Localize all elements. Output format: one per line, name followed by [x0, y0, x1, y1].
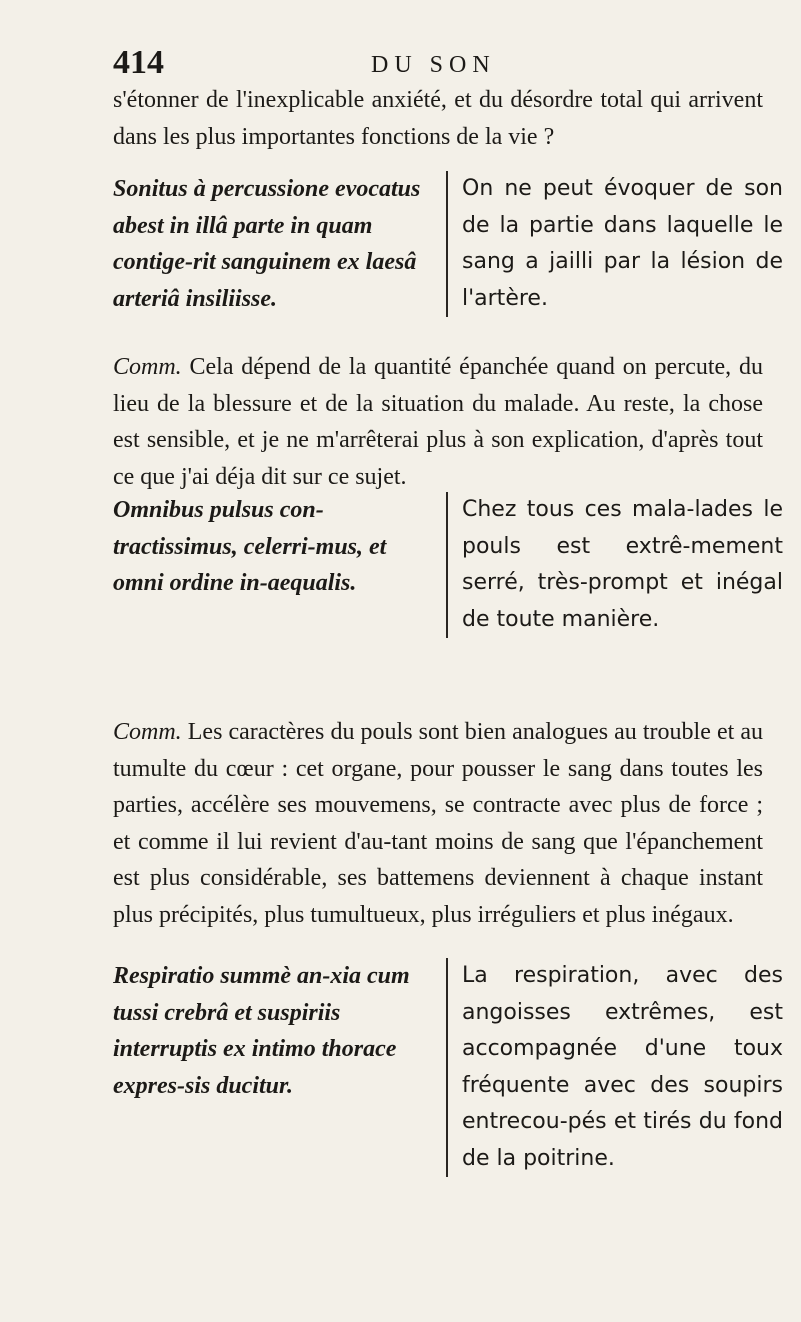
french-translation-3: La respiration, avec des angoisses extrêmes, est accompagnée d'une toux fréquente avec des soupirs entrecou-pés et tirés du fond de la poitrine.: [446, 958, 783, 1177]
running-head: DU SON: [371, 52, 496, 78]
commentary-lead: Comm.: [113, 719, 182, 745]
commentary-lead: Comm.: [113, 354, 182, 380]
latin-aphorism-3: Respiratio summè an-xia cum tussi crebrâ et suspiriis interruptis ex intimo thorace expres-sis ducitur.: [113, 963, 410, 1099]
commentary-text: Les caractères du pouls sont bien analogues au trouble et au tumulte du cœur : cet organe, pour pousser le sang dans toutes les parties, accélère ses mouvemens, se contracte avec plus de force ; et comme il lui revient d'au-tant moins de sang que l'épanchement est plus considérable, ses battemens deviennent à chaque instant plus précipités, plus tumultueux, plus irréguliers et plus inégaux.: [113, 719, 763, 928]
french-translation-1: On ne peut évoquer de son de la partie dans laquelle le sang a jailli par la lésion de l'artère.: [446, 171, 783, 317]
latin-aphorism-1: Sonitus à percussione evocatus abest in illâ parte in quam contige-rit sanguinem ex laesâ arteriâ insiliisse.: [113, 176, 421, 312]
intro-paragraph: s'étonner de l'inexplicable anxiété, et du désordre total qui arrivent dans les plus importantes fonctions de la vie ?: [113, 87, 763, 150]
latin-aphorism-2: Omnibus pulsus con-tractissimus, celerri-mus, et omni ordine in-aequalis.: [113, 497, 387, 596]
page-number: 414: [113, 44, 164, 81]
commentary-2: [113, 714, 763, 933]
commentary-1: [113, 349, 763, 495]
french-translation-2: Chez tous ces mala-lades le pouls est extrê-mement serré, très-prompt et inégal de toute manière.: [446, 492, 783, 638]
commentary-text: Cela dépend de la quantité épanchée quand on percute, du lieu de la blessure et de la situation du malade. Au reste, la chose est sensible, et je ne m'arrêterai plus à son explication, d'après tout ce que j'ai déja dit sur ce sujet.: [113, 354, 763, 490]
